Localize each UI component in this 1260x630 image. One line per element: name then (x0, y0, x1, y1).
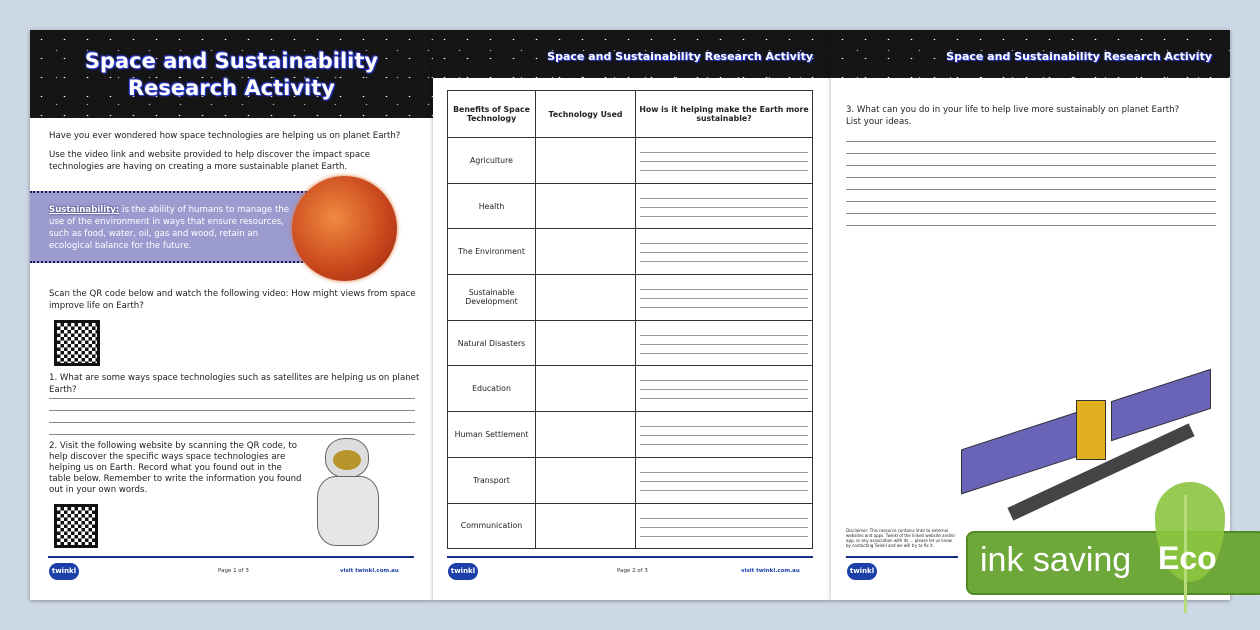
page-header-title: Space and Sustainability Research Activity (547, 50, 813, 63)
row-label: Sustainable Development (448, 275, 536, 321)
visit-link[interactable]: visit twinkl.com.au (340, 568, 399, 574)
sustainability-cell[interactable] (636, 183, 813, 229)
sustainability-cell[interactable] (636, 138, 813, 184)
technology-cell[interactable] (536, 366, 636, 412)
answer-line (49, 422, 415, 423)
mars-image (292, 176, 397, 281)
sustainability-cell[interactable] (636, 412, 813, 458)
question-2: 2. Visit the following website by scanning the QR code, to help discover the specific ways space technologies are helping us on Earth. Record what you found out in the table below. Remember to write the information you found out in your own words. (49, 441, 302, 495)
astronaut-image (305, 438, 405, 550)
technology-cell[interactable] (536, 275, 636, 321)
research-table (447, 90, 813, 549)
row-label: Communication (448, 503, 536, 549)
technology-cell[interactable] (536, 229, 636, 275)
row-label: Agriculture (448, 138, 536, 184)
page-2-header (433, 30, 831, 78)
table-row (448, 183, 813, 229)
row-label: Health (448, 183, 536, 229)
scan-instruction: Scan the QR code below and watch the following video: How might views from space improve life on Earth? (49, 289, 416, 311)
technology-cell[interactable] (536, 138, 636, 184)
sustainability-cell[interactable] (636, 275, 813, 321)
definition-body: is the ability of humans to manage the use of the environment in ways that ensure resources, such as food, water, oil, gas and wood, retain an ecological balance for the future. (49, 205, 290, 251)
twinkl-logo[interactable]: twinkl (847, 563, 877, 580)
intro-text: Have you ever wondered how space technologies are helping us on planet Earth? (49, 131, 401, 141)
question-3: 3. What can you do in your life to help live more sustainably on planet Earth? List your ideas. (846, 105, 1180, 127)
column-header: Technology Used (536, 91, 636, 138)
answer-line (49, 434, 415, 435)
table-row (448, 503, 813, 549)
qr-code-video[interactable] (54, 320, 100, 366)
page-header-title: Space and Sustainability Research Activity (946, 50, 1212, 63)
ink-saving-label: ink saving (980, 541, 1132, 579)
footer-divider (447, 556, 813, 558)
footer-divider (846, 556, 958, 558)
question-1: 1. What are some ways space technologies such as satellites are helping us on planet Earth? (49, 373, 420, 395)
disclaimer-text: Disclaimer: This resource contains links to external websites and apps. Twinkl of the linked website and/or app, or any association with its ... please let us know by contacting Twinkl and we will try to fix it. (846, 528, 956, 548)
table-row (448, 229, 813, 275)
row-label: Natural Disasters (448, 320, 536, 366)
row-label: Human Settlement (448, 412, 536, 458)
page-number: Page 2 of 3 (617, 568, 648, 574)
column-header: Benefits of Space Technology (448, 91, 536, 138)
page-3-header (831, 30, 1230, 78)
row-label: The Environment (448, 229, 536, 275)
table-row (448, 457, 813, 503)
row-label: Transport (448, 457, 536, 503)
table-row (448, 412, 813, 458)
definition-term: Sustainability: (49, 205, 120, 215)
technology-cell[interactable] (536, 503, 636, 549)
row-label: Education (448, 366, 536, 412)
table-row (448, 320, 813, 366)
answer-line (49, 398, 415, 399)
definition-text (49, 204, 294, 252)
qr-code-website[interactable] (54, 504, 98, 548)
technology-cell[interactable] (536, 457, 636, 503)
sustainability-cell[interactable] (636, 229, 813, 275)
twinkl-logo[interactable]: twinkl (448, 563, 478, 580)
sustainability-cell[interactable] (636, 366, 813, 412)
eco-label: Eco (1158, 540, 1217, 576)
twinkl-logo[interactable]: twinkl (49, 563, 79, 580)
page-2 (433, 30, 831, 600)
column-header: How is it helping make the Earth more sustainable? (636, 91, 813, 138)
sustainability-cell[interactable] (636, 457, 813, 503)
table-row (448, 138, 813, 184)
visit-link[interactable]: visit twinkl.com.au (741, 568, 800, 574)
technology-cell[interactable] (536, 183, 636, 229)
table-header-row (448, 91, 813, 138)
answer-line (49, 410, 415, 411)
sustainability-cell[interactable] (636, 320, 813, 366)
intro-text-2: Use the video link and website provided to help discover the impact space technologies are having on creating a more sustainable planet Earth. (49, 150, 371, 172)
table-row (448, 366, 813, 412)
answer-lines (846, 130, 1216, 226)
footer-divider (48, 556, 414, 558)
sustainability-cell[interactable] (636, 503, 813, 549)
page-number: Page 1 of 3 (218, 568, 249, 574)
technology-cell[interactable] (536, 320, 636, 366)
page-1-header (30, 30, 433, 118)
technology-cell[interactable] (536, 412, 636, 458)
page-1 (30, 30, 433, 600)
table-row (448, 275, 813, 321)
page-title: Space and Sustainability Research Activity (84, 49, 379, 100)
